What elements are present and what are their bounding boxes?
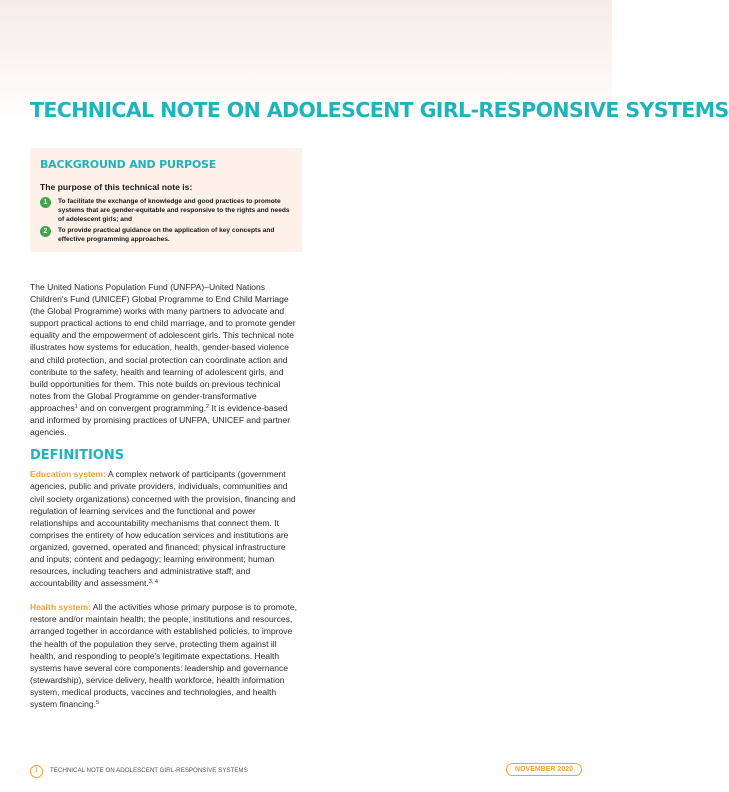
- purpose-text-2: To provide practical guidance on the application of key concepts and effective programming approaches.: [58, 227, 275, 243]
- intro-text-3: It is evidence-based and informed by promising practices of UNFPA, UNICEF and partner agencies.: [30, 402, 291, 438]
- footnote-ref: 5: [96, 700, 100, 706]
- purpose-text-1: To facilitate the exchange of knowledge and good practices to promote systems that are gender-equitable and responsive to the rights and needs of adolescent girls; and: [58, 198, 290, 223]
- page-footer: [30, 763, 582, 779]
- date-badge: NOVEMBER 2020: [506, 763, 582, 776]
- intro-text-2: and on convergent programming.: [77, 402, 207, 413]
- footnote-ref: 3, 4: [148, 579, 158, 586]
- purpose-intro: The purpose of this technical note is:: [40, 182, 193, 192]
- intro-text-1: The United Nations Population Fund (UNFPA)–United Nations Children's Fund (UNICEF) Global Programme to End Child Marriage (the Global Programme) works with many partners to advocate and support practical actions to end child marriage, and to promote gender equality and the empowerment of adolescent girls. This technical note illustrates how systems for education, health, gender-based violence and child protection, and social protection can coordinate action and contribute to the safety, health and learning of adolescent girls, and build opportunities for them. This note builds on previous technical notes from the Global Programme on gender-transformative approaches: [30, 282, 296, 413]
- health-term: Health system:: [30, 602, 91, 613]
- left-column: [30, 281, 298, 710]
- definitions-heading: DEFINITIONS: [30, 448, 125, 464]
- education-text: A complex network of participants (government agencies, public and private providers, individuals, communities and civil society organizations) concerned with the provision, financing and regulation of learning services and the functional and power relationships and accountability mechanisms that connect them. It comprises the entirety of how education services and institutions are organized, governed, operated and financed; physical infrastructure and inputs; content and pedagogy; learning environment; human resources, including teachers and administrative staff; and accountability and assessment.: [30, 469, 296, 589]
- page-number: 1: [30, 765, 43, 778]
- background-heading: BACKGROUND AND PURPOSE: [40, 158, 217, 171]
- page-title: TECHNICAL NOTE ON ADOLESCENT GIRL-RESPONSIVE SYSTEMS: [30, 98, 729, 122]
- intro-paragraph: [30, 281, 298, 438]
- number-badge-2: 2: [40, 226, 51, 237]
- footnote-ref: 1: [74, 403, 78, 410]
- education-term: Education system:: [30, 469, 106, 480]
- health-text: All the activities whose primary purpose is to promote, restore and/or maintain health; the people, institutions and resources, arranged together in accordance with established policies, to improve the health of the population they serve, protecting them against ill health, and responding to people's legitimate expectations. Health systems have several core components: leadership and governance (stewardship), service delivery, health workforce, health information system, medical products, vaccines and technologies, and health system financing.: [30, 602, 297, 709]
- footer-title: TECHNICAL NOTE ON ADOLESCENT GIRL-RESPONSIVE SYSTEMS: [50, 767, 248, 774]
- education-definition: [30, 468, 298, 589]
- background-purpose-box: [30, 148, 302, 252]
- footnote-ref: 2: [206, 403, 210, 410]
- health-definition: [30, 601, 298, 710]
- number-badge-1: 1: [40, 197, 51, 208]
